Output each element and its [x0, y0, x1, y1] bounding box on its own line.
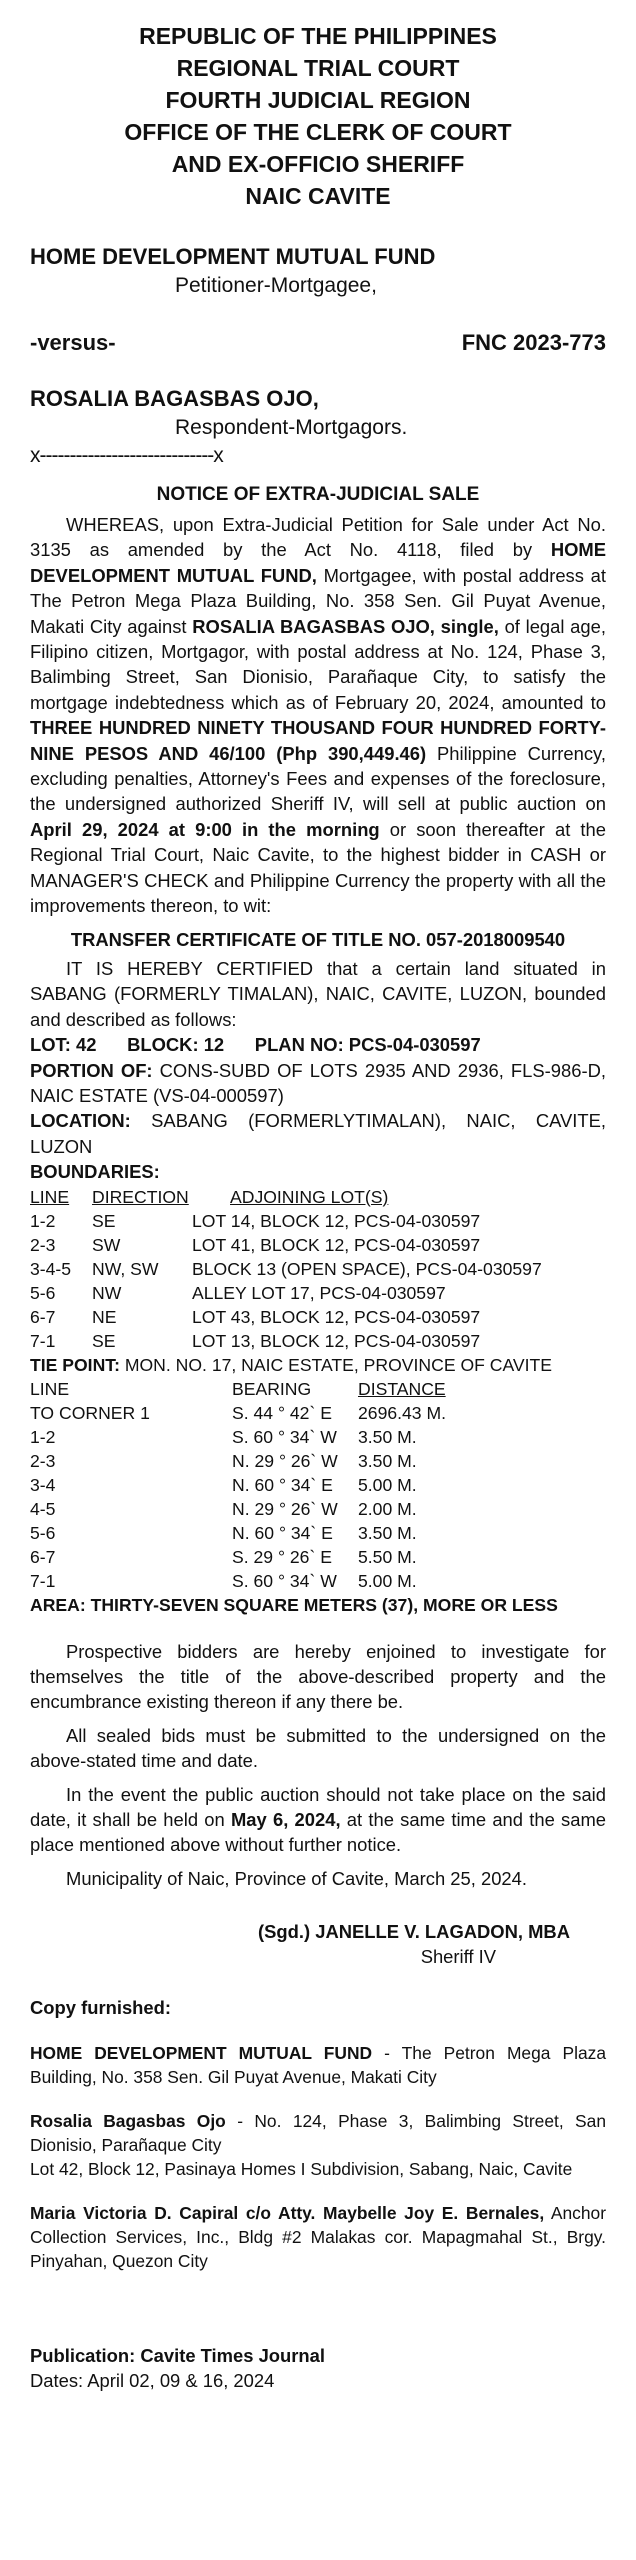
signatory-title: Sheriff IV	[420, 1946, 496, 1968]
publication-name: Publication: Cavite Times Journal	[30, 2344, 326, 2366]
separator-line: x-----------------------------x	[30, 444, 223, 467]
signatory-name: (Sgd.) JANELLE V. LAGADON, MBA	[258, 1921, 570, 1943]
table-row: TO CORNER 1 S. 44 ° 42` E 2696.43 M.	[30, 1402, 447, 1423]
copy-furnished-label: Copy furnished:	[30, 1997, 171, 2019]
col-header: BEARING	[232, 1378, 312, 1399]
petitioner-role: Petitioner-Mortgagee,	[175, 274, 377, 297]
respondent-name: ROSALIA BAGASBAS OJO,	[30, 386, 319, 411]
copy-recipient: Rosalia Bagasbas Ojo - No. 124, Phase 3, Balimbing Street, San Dionisio, Parañaque City	[30, 2110, 606, 2155]
respondent-role: Respondent-Mortgagors.	[175, 416, 408, 439]
table-row: 1-2 S. 60 ° 34` W 3.50 M.	[30, 1426, 417, 1447]
table-row: 2-3 N. 29 ° 26` W 3.50 M.	[30, 1450, 417, 1471]
col-header: LINE	[30, 1186, 70, 1207]
copy-recipient-address: Lot 42, Block 12, Pasinaya Homes I Subdivision, Sabang, Naic, Cavite	[30, 2158, 573, 2179]
notice-title: NOTICE OF EXTRA-JUDICIAL SALE	[156, 484, 480, 505]
table-row: 4-5 N. 29 ° 26` W 2.00 M.	[30, 1498, 417, 1519]
table-row: 6-7 NE LOT 43, BLOCK 12, PCS-04-030597	[30, 1306, 481, 1327]
publication-dates: Dates: April 02, 09 & 16, 2024	[30, 2370, 275, 2392]
table-row: 3-4-5 NW, SW BLOCK 13 (OPEN SPACE), PCS-04-030597	[30, 1258, 542, 1279]
table-row: 7-1 SE LOT 13, BLOCK 12, PCS-04-030597	[30, 1330, 481, 1351]
boundaries-label: BOUNDARIES:	[30, 1161, 160, 1183]
boundaries-table	[30, 1185, 606, 1353]
table-row: 5-6 N. 60 ° 34` E 3.50 M.	[30, 1522, 417, 1543]
paragraph-date: Municipality of Naic, Province of Cavite, March 25, 2024.	[66, 1867, 527, 1889]
portion-of: PORTION OF: CONS-SUBD OF LOTS 2935 AND 2936, FLS-986-D, NAIC ESTATE (VS-04-000597)	[30, 1059, 606, 1106]
tct-number: TRANSFER CERTIFICATE OF TITLE NO. 057-2018009540	[70, 928, 566, 950]
versus-text: -versus-	[30, 330, 116, 355]
bearings-table	[30, 1377, 606, 1593]
table-header	[30, 1185, 606, 1209]
case-row	[30, 328, 606, 358]
signature-block	[30, 1919, 606, 1969]
lot-line: LOT: 42 BLOCK: 12 PLAN NO: PCS-04-030597	[30, 1034, 481, 1056]
location: LOCATION: SABANG (FORMERLYTIMALAN), NAIC, CAVITE, LUZON	[30, 1110, 606, 1157]
copy-recipient: HOME DEVELOPMENT MUTUAL FUND - The Petron Mega Plaza Building, No. 358 Sen. Gil Puyat Avenue, Makati City	[30, 2042, 606, 2087]
header-line: REGIONAL TRIAL COURT	[176, 55, 460, 81]
table-header	[30, 1377, 606, 1401]
paragraph-sealed-bids: All sealed bids must be submitted to the undersigned on the above-stated time and date.	[30, 1724, 606, 1772]
header-line: AND EX-OFFICIO SHERIFF	[171, 151, 465, 177]
area-line: AREA: THIRTY-SEVEN SQUARE METERS (37), MORE OR LESS	[30, 1594, 558, 1615]
copy-recipient: Maria Victoria D. Capiral c/o Atty. Maybelle Joy E. Bernales, Anchor Collection Services, Inc., Bldg #2 Malakas cor. Mapagmahal St., Brgy. Pinyahan, Quezon City	[30, 2202, 606, 2271]
table-row: 3-4 N. 60 ° 34` E 5.00 M.	[30, 1474, 417, 1495]
court-header	[30, 20, 606, 212]
header-line: NAIC CAVITE	[245, 183, 391, 209]
col-header: LINE	[30, 1378, 70, 1399]
case-number: FNC 2023-773	[461, 330, 606, 355]
paragraph-petition: WHEREAS, upon Extra-Judicial Petition for Sale under Act No. 3135 as amended by the Act No. 4118, filed by HOME DEVELOPMENT MUTUAL FUND, Mortgagee, with postal address at The Petron Mega Plaza Building, No. 358 Sen. Gil Puyat Avenue, Makati City against ROSALIA BAGASBAS OJO, single, of legal age, Filipino citizen, Mortgagor, with postal address at No. 124, Phase 3, Balimbing Street, San Dionisio, Parañaque City, to satisfy the mortgage indebtedness which as of February 20, 2024, amounted to THREE HUNDRED NINETY THOUSAND FOUR HUNDRED FORTY-NINE PESOS AND 46/100 (Php 390,449.46) Philippine Currency, excluding penalties, Attorney's Fees and expenses of the foreclosure, the undersigned authorized Sheriff IV, will sell at public auction on April 29, 2024 at 9:00 in the morning or soon thereafter at the Regional Trial Court, Naic Cavite, to the highest bidder in CASH or MANAGER'S CHECK and Philippine Currency the property with all the improvements thereon, to wit:	[30, 514, 606, 917]
header-line: FOURTH JUDICIAL REGION	[165, 87, 471, 113]
table-row: 5-6 NW ALLEY LOT 17, PCS-04-030597	[30, 1282, 446, 1303]
col-header: ADJOINING LOT(S)	[230, 1186, 389, 1207]
table-row: 2-3 SW LOT 41, BLOCK 12, PCS-04-030597	[30, 1234, 481, 1255]
table-row: 7-1 S. 60 ° 34` W 5.00 M.	[30, 1570, 417, 1591]
col-header: DIRECTION	[92, 1186, 189, 1207]
header-line: REPUBLIC OF THE PHILIPPINES	[139, 23, 497, 49]
petitioner-name: HOME DEVELOPMENT MUTUAL FUND	[30, 244, 436, 269]
tie-point: TIE POINT: MON. NO. 17, NAIC ESTATE, PROVINCE OF CAVITE	[30, 1354, 553, 1375]
paragraph-bidders: Prospective bidders are hereby enjoined to investigate for themselves the title of the above-described property and the encumbrance existing thereon if any there be.	[30, 1640, 606, 1713]
paragraph-certified: IT IS HEREBY CERTIFIED that a certain land situated in SABANG (FORMERLY TIMALAN), NAIC, CAVITE, LUZON, bounded and described as follows:	[30, 957, 606, 1030]
header-line: OFFICE OF THE CLERK OF COURT	[124, 119, 512, 145]
paragraph-reschedule: In the event the public auction should not take place on the said date, it shall be held on May 6, 2024, at the same time and the same place mentioned above without further notice.	[30, 1783, 606, 1856]
table-row: 6-7 S. 29 ° 26` E 5.50 M.	[30, 1546, 417, 1567]
col-header: DISTANCE	[358, 1378, 446, 1399]
table-row: 1-2 SE LOT 14, BLOCK 12, PCS-04-030597	[30, 1210, 481, 1231]
